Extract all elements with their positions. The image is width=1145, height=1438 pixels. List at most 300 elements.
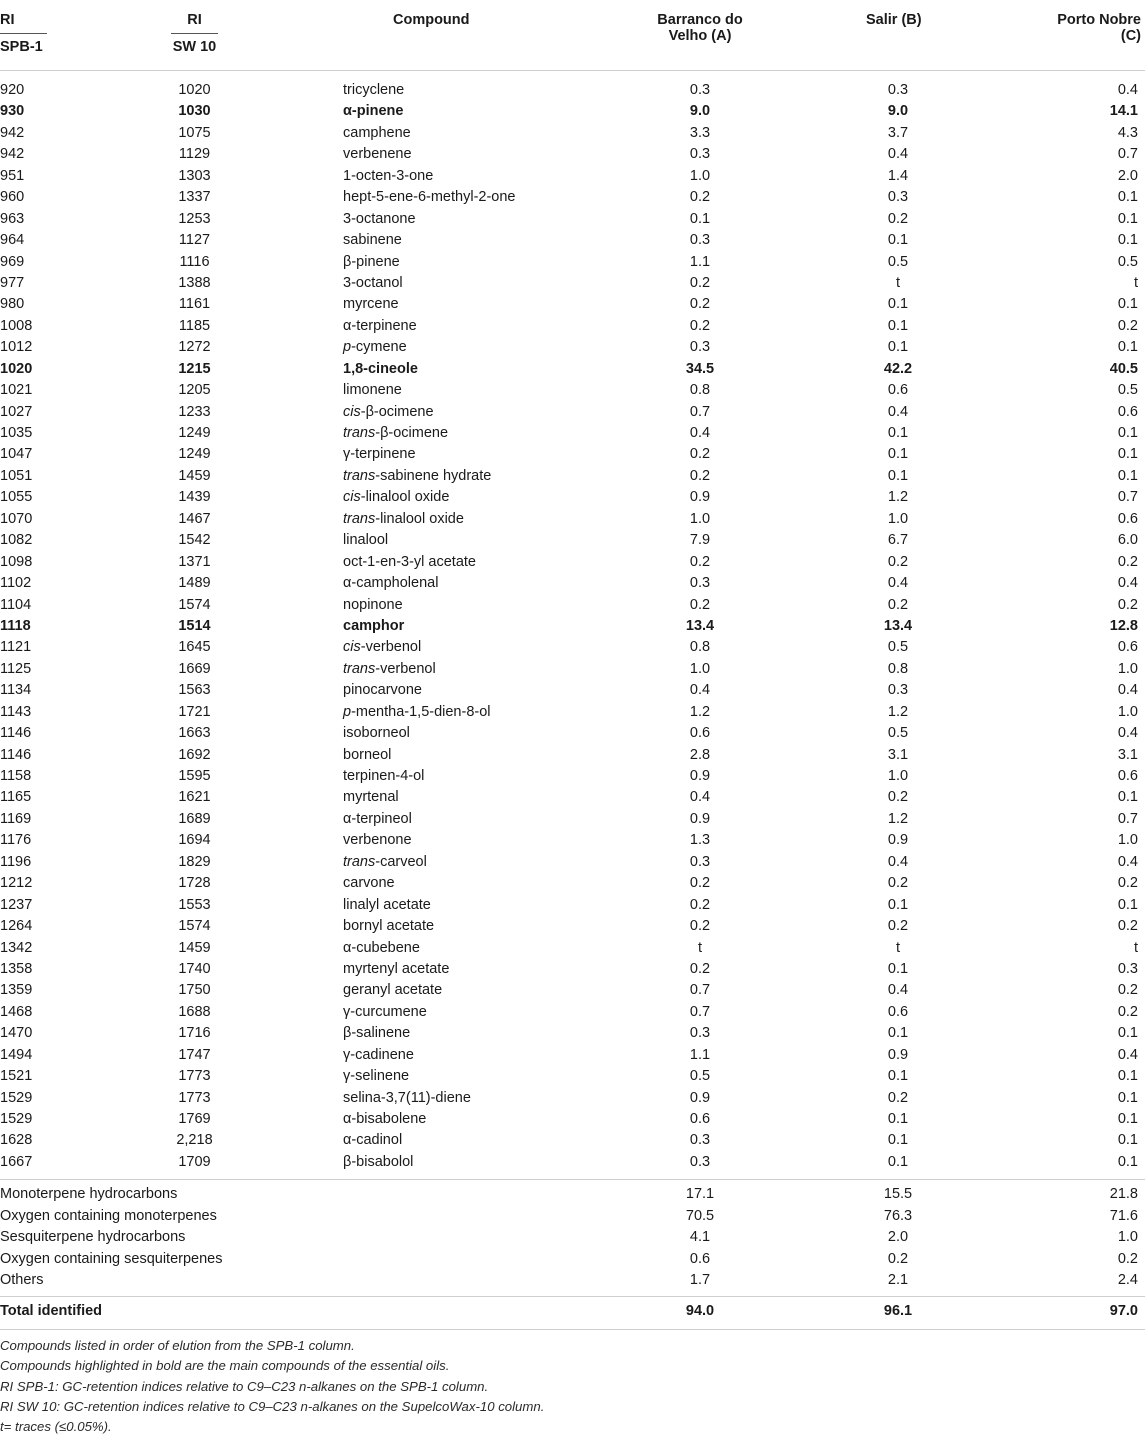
- compound-cell: [343, 230, 402, 251]
- site-a-cell: 0.9: [689, 768, 711, 784]
- table-row: [0, 144, 1145, 165]
- site-c-cell: 0.6: [1117, 403, 1138, 420]
- ri-spb1-cell: 960: [0, 189, 25, 206]
- ri-spb1-cell: 1237: [0, 896, 33, 913]
- site-b-cell: 0.1: [887, 339, 909, 356]
- site-a-cell: 0.3: [689, 146, 711, 163]
- site-c-cell: 0.1: [1117, 425, 1138, 441]
- ri-sw10-cell: 1728: [178, 875, 211, 892]
- ri-spb1-cell: 963: [0, 210, 25, 227]
- ri-spb1-cell: 1158: [0, 768, 32, 784]
- compound-cell: [343, 1088, 471, 1109]
- compound-cell: [343, 680, 422, 701]
- compound-cell: [343, 273, 403, 294]
- compound-name: verbenene: [343, 146, 412, 163]
- summary-label: Sesquiterpene hydrocarbons: [0, 1229, 186, 1246]
- ri-sw10-cell: 1694: [178, 832, 211, 849]
- table-row: [0, 702, 1145, 723]
- compound-cell: [343, 895, 431, 916]
- ri-spb1-cell: 1521: [0, 1068, 33, 1085]
- ri-sw10-cell: 1716: [178, 1025, 211, 1042]
- compound-name: camphene: [343, 124, 411, 141]
- site-c-cell: 0.1: [1117, 189, 1138, 206]
- ri-spb1-cell: 1176: [0, 832, 32, 849]
- site-a-cell: 9.0: [689, 103, 711, 120]
- site-b-cell: 0.3: [887, 82, 909, 98]
- table-row: [0, 980, 1145, 1001]
- site-a-cell: 34.5: [685, 360, 715, 377]
- site-a-cell: 1.1: [689, 253, 711, 270]
- summary-row: [0, 1206, 1145, 1227]
- site-c-cell: 0.2: [1117, 317, 1138, 334]
- ri-spb1-cell: 1134: [0, 682, 32, 699]
- compound-cell: [343, 252, 400, 273]
- summary-site-a: 1.7: [689, 1272, 711, 1289]
- ri-sw10-cell: 1253: [178, 210, 211, 227]
- summary-site-c: 2.4: [1117, 1272, 1138, 1289]
- ri-sw10-cell: 1233: [178, 403, 211, 420]
- site-b-cell: 0.3: [887, 682, 909, 699]
- table-row: [0, 337, 1145, 358]
- ri-spb1-cell: 1342: [0, 939, 33, 956]
- site-b-cell: 0.2: [887, 596, 909, 613]
- site-b-cell: 9.0: [887, 103, 909, 120]
- site-c-cell: 0.1: [1117, 1089, 1138, 1106]
- site-c-cell: 0.1: [1117, 1153, 1138, 1170]
- compound-cell: [343, 487, 449, 508]
- ri-spb1-cell: 1012: [0, 339, 33, 356]
- compound-prefix: cis: [343, 639, 361, 656]
- table-row: [0, 938, 1145, 959]
- site-b-cell: 0.1: [887, 467, 909, 484]
- ri-spb1-cell: 1494: [0, 1046, 33, 1063]
- compound-cell: [343, 80, 404, 101]
- site-b-cell: 0.1: [887, 1068, 909, 1085]
- compound-name: hept-5-ene-6-methyl-2-one: [343, 189, 516, 206]
- site-b-cell: 0.4: [887, 146, 909, 163]
- compound-prefix: trans: [343, 425, 376, 441]
- site-a-cell: 0.3: [689, 1153, 711, 1170]
- site-c-cell: 0.7: [1117, 810, 1138, 827]
- table-row: [0, 766, 1145, 787]
- compound-name: α-pinene: [343, 103, 404, 120]
- table-row: [0, 123, 1145, 144]
- ri-spb1-cell: 1468: [0, 1003, 33, 1020]
- site-b-cell: 0.4: [887, 853, 909, 870]
- site-b-cell: 0.8: [887, 660, 909, 677]
- compound-name: -linalool oxide: [375, 510, 464, 527]
- header-ri-spb1-bottom: SPB-1: [0, 39, 43, 55]
- ri-spb1-cell: 1118: [0, 617, 31, 634]
- header-ri-spb1-top: RI: [0, 12, 47, 34]
- ri-sw10-cell: 1688: [178, 1003, 211, 1020]
- table-row: [0, 959, 1145, 980]
- site-c-cell: 0.2: [1117, 1003, 1138, 1020]
- site-a-cell: 0.6: [689, 725, 711, 742]
- compound-prefix: trans: [343, 660, 376, 677]
- ri-spb1-cell: 964: [0, 232, 25, 249]
- compound-name: -verbenol: [360, 639, 422, 656]
- site-c-cell: 12.8: [1109, 617, 1138, 634]
- compound-cell: [343, 1023, 410, 1044]
- site-a-cell: 0.3: [689, 232, 711, 249]
- summary-site-b: 15.5: [883, 1186, 913, 1203]
- table-row: [0, 873, 1145, 894]
- compound-name: geranyl acetate: [343, 982, 443, 999]
- compound-cell: [343, 1066, 409, 1087]
- site-c-cell: 0.6: [1117, 639, 1138, 656]
- table-row: [0, 423, 1145, 444]
- compound-name: γ-curcumene: [343, 1003, 427, 1020]
- compound-cell: [343, 809, 412, 830]
- table-row: [0, 680, 1145, 701]
- site-b-cell: 1.2: [887, 810, 909, 827]
- site-a-cell: 0.1: [689, 210, 711, 227]
- ri-sw10-cell: 1030: [178, 103, 211, 120]
- header-ri-spb1: [0, 12, 47, 55]
- table-row: [0, 273, 1145, 294]
- compound-cell: [343, 1152, 413, 1173]
- site-c-cell: 1.0: [1117, 832, 1138, 849]
- table-row: [0, 316, 1145, 337]
- compound-name: α-campholenal: [343, 575, 439, 592]
- summary-site-a: 70.5: [685, 1207, 715, 1224]
- site-a-cell: 0.2: [689, 960, 711, 977]
- site-b-cell: t: [895, 939, 901, 956]
- site-a-cell: 0.4: [689, 682, 711, 699]
- ri-sw10-cell: 1129: [178, 146, 211, 163]
- site-a-cell: 0.4: [689, 425, 711, 441]
- ri-sw10-cell: 1709: [178, 1153, 211, 1170]
- table-row: [0, 1023, 1145, 1044]
- summary-label: Oxygen containing sesquiterpenes: [0, 1250, 223, 1267]
- site-c-cell: 0.2: [1117, 875, 1138, 892]
- ri-spb1-cell: 1529: [0, 1089, 33, 1106]
- site-b-cell: 0.5: [887, 253, 909, 270]
- compound-cell: [343, 595, 403, 616]
- footnote: RI SPB-1: GC-retention indices relative to C9–C23 n-alkanes on the SPB-1 column.: [0, 1378, 489, 1394]
- site-b-cell: 0.1: [887, 1132, 909, 1149]
- compound-name: 3-octanone: [343, 210, 416, 227]
- total-row: [0, 1296, 1145, 1330]
- site-c-cell: 0.4: [1117, 853, 1138, 870]
- ri-spb1-cell: 1020: [0, 360, 33, 377]
- ri-sw10-cell: 1116: [179, 253, 210, 270]
- compound-name: selina-3,7(11)-diene: [343, 1089, 471, 1106]
- site-c-cell: 0.5: [1117, 382, 1138, 399]
- ri-spb1-cell: 1027: [0, 403, 33, 420]
- table-row: [0, 230, 1145, 251]
- ri-spb1-cell: 1051: [0, 467, 33, 484]
- compound-cell: [343, 316, 417, 337]
- ri-spb1-cell: 1667: [0, 1153, 33, 1170]
- ri-sw10-cell: 1337: [178, 189, 211, 206]
- compound-name: 3-octanol: [343, 274, 403, 291]
- header-ri-sw10-bottom: SW 10: [172, 39, 217, 55]
- table-row: [0, 852, 1145, 873]
- compound-cell: [343, 187, 515, 208]
- compound-cell: [343, 144, 412, 165]
- compound-cell: [343, 616, 404, 637]
- compound-name: α-bisabolene: [343, 1111, 427, 1127]
- ri-sw10-cell: 1388: [178, 274, 211, 291]
- site-b-cell: 0.2: [887, 1089, 909, 1106]
- site-c-cell: 0.2: [1117, 918, 1138, 935]
- compound-name: myrcene: [343, 296, 399, 313]
- site-a-cell: 0.2: [689, 296, 711, 313]
- site-a-cell: 0.3: [689, 82, 711, 98]
- table-row: [0, 487, 1145, 508]
- ri-spb1-cell: 1169: [0, 810, 32, 827]
- compound-prefix: trans: [343, 467, 376, 484]
- ri-sw10-cell: 1553: [178, 896, 211, 913]
- compound-name: α-cubebene: [343, 939, 420, 956]
- compound-name: β-salinene: [343, 1025, 411, 1042]
- site-c-cell: 0.4: [1117, 682, 1138, 699]
- table-row: [0, 80, 1145, 101]
- site-a-cell: 0.7: [689, 1003, 711, 1020]
- compound-cell: [343, 745, 391, 766]
- site-c-cell: 6.0: [1117, 532, 1138, 549]
- ri-spb1-cell: 920: [0, 82, 25, 98]
- site-a-cell: 0.7: [689, 982, 711, 999]
- ri-spb1-cell: 951: [0, 167, 25, 184]
- table-row: [0, 380, 1145, 401]
- site-c-cell: 0.1: [1117, 1132, 1138, 1149]
- site-a-cell: 0.2: [689, 875, 711, 892]
- compound-cell: [343, 444, 416, 465]
- ri-spb1-cell: 1196: [0, 853, 32, 870]
- site-c-cell: 2.0: [1117, 167, 1138, 184]
- ri-spb1-cell: 1047: [0, 446, 33, 463]
- site-c-cell: 0.2: [1117, 596, 1138, 613]
- site-b-cell: 0.9: [887, 832, 909, 849]
- compound-name: -sabinene hydrate: [375, 467, 492, 484]
- site-b-cell: 0.1: [887, 960, 909, 977]
- ri-spb1-cell: 1146: [0, 725, 32, 742]
- table-row: [0, 809, 1145, 830]
- ri-sw10-cell: 1595: [178, 768, 211, 784]
- compound-name: verbenone: [343, 832, 412, 849]
- site-a-cell: 1.1: [689, 1046, 711, 1063]
- site-a-cell: 0.9: [689, 489, 711, 506]
- site-a-cell: 2.8: [689, 746, 711, 763]
- compound-name: linalool: [343, 532, 389, 549]
- compound-cell: [343, 337, 407, 358]
- table-row: [0, 1045, 1145, 1066]
- ri-sw10-cell: 1459: [178, 939, 211, 956]
- site-a-cell: 13.4: [685, 617, 715, 634]
- ri-sw10-cell: 2,218: [176, 1132, 213, 1149]
- compound-cell: [343, 402, 434, 423]
- site-b-cell: 0.2: [887, 553, 909, 570]
- compound-name: terpinen-4-ol: [343, 768, 425, 784]
- site-a-cell: 0.2: [689, 446, 711, 463]
- footnote: t= traces (≤0.05%).: [0, 1419, 112, 1435]
- table-row: [0, 745, 1145, 766]
- site-b-cell: 0.2: [887, 918, 909, 935]
- site-c-cell: 14.1: [1109, 103, 1138, 120]
- site-c-cell: 0.1: [1117, 896, 1138, 913]
- class-summary: [0, 1179, 1145, 1295]
- table-row: [0, 787, 1145, 808]
- compound-cell: [343, 530, 388, 551]
- site-b-cell: 0.4: [887, 982, 909, 999]
- site-c-cell: t: [1133, 274, 1138, 291]
- compound-name: γ-selinene: [343, 1068, 410, 1085]
- ri-sw10-cell: 1574: [178, 596, 211, 613]
- site-b-cell: 42.2: [883, 360, 913, 377]
- site-b-cell: 0.6: [887, 382, 909, 399]
- site-a-cell: 0.9: [689, 1089, 711, 1106]
- compound-cell: [343, 1130, 402, 1151]
- table-row: [0, 573, 1145, 594]
- site-b-cell: 0.3: [887, 189, 909, 206]
- header-ri-sw10: [171, 12, 218, 55]
- site-b-cell: 0.2: [887, 789, 909, 806]
- compound-name: α-terpinene: [343, 317, 417, 334]
- footnote: RI SW 10: GC-retention indices relative to C9–C23 n-alkanes on the SupelcoWax-10 column.: [0, 1398, 545, 1414]
- table-row: [0, 101, 1145, 122]
- compound-cell: [343, 916, 434, 937]
- compound-cell: [343, 1109, 426, 1130]
- table-row: [0, 1152, 1145, 1173]
- compound-name: isoborneol: [343, 725, 410, 742]
- site-c-cell: 0.3: [1117, 960, 1138, 977]
- site-b-cell: 13.4: [883, 617, 913, 634]
- compound-cell: [343, 1045, 414, 1066]
- compound-prefix: cis: [343, 403, 361, 420]
- site-b-cell: 3.1: [887, 746, 909, 763]
- summary-label: Oxygen containing monoterpenes: [0, 1207, 217, 1224]
- table-row: [0, 166, 1145, 187]
- table-row: [0, 895, 1145, 916]
- table-row: [0, 552, 1145, 573]
- compound-cell: [343, 166, 433, 187]
- site-c-cell: 0.7: [1117, 489, 1138, 506]
- table-row: [0, 916, 1145, 937]
- ri-sw10-cell: 1663: [178, 725, 211, 742]
- ri-sw10-cell: 1205: [178, 382, 211, 399]
- compound-name: nopinone: [343, 596, 403, 613]
- site-a-cell: 1.2: [689, 703, 711, 720]
- ri-spb1-cell: 1165: [0, 789, 32, 806]
- table-row: [0, 359, 1145, 380]
- compound-prefix: p: [343, 339, 352, 356]
- ri-spb1-cell: 969: [0, 253, 25, 270]
- compound-name: -mentha-1,5-dien-8-ol: [351, 703, 491, 720]
- table-row: [0, 530, 1145, 551]
- compound-cell: [343, 552, 476, 573]
- site-b-cell: 0.9: [887, 1046, 909, 1063]
- site-b-cell: 0.1: [887, 232, 909, 249]
- site-b-cell: 0.1: [887, 296, 909, 313]
- ri-sw10-cell: 1750: [178, 982, 211, 999]
- site-c-cell: 0.7: [1117, 146, 1138, 163]
- site-a-cell: 0.5: [689, 1068, 711, 1085]
- compound-name: -linalool oxide: [360, 489, 450, 506]
- compound-name: tricyclene: [343, 82, 405, 98]
- table-row: [0, 187, 1145, 208]
- compound-prefix: trans: [343, 510, 376, 527]
- site-a-cell: 0.8: [689, 382, 711, 399]
- site-a-cell: 0.3: [689, 575, 711, 592]
- compound-cell: [343, 209, 416, 230]
- compound-cell: [343, 766, 424, 787]
- site-c-cell: 0.6: [1117, 510, 1138, 527]
- site-b-cell: 0.1: [887, 1025, 909, 1042]
- ri-sw10-cell: 1127: [178, 232, 211, 249]
- compound-name: γ-cadinene: [343, 1046, 414, 1063]
- site-c-cell: 0.1: [1117, 296, 1138, 313]
- compound-cell: [343, 423, 448, 444]
- site-c-cell: 0.4: [1117, 82, 1138, 98]
- compound-name: oct-1-en-3-yl acetate: [343, 553, 476, 570]
- site-b-cell: 1.0: [887, 768, 909, 784]
- site-c-cell: 0.1: [1117, 1111, 1138, 1127]
- summary-site-b: 2.0: [887, 1229, 909, 1246]
- site-c-cell: 0.6: [1117, 768, 1138, 784]
- ri-sw10-cell: 1185: [178, 317, 211, 334]
- ri-spb1-cell: 1098: [0, 553, 33, 570]
- site-c-cell: 0.1: [1117, 789, 1138, 806]
- table-row: [0, 637, 1145, 658]
- compound-cell: [343, 466, 491, 487]
- ri-spb1-cell: 1529: [0, 1111, 33, 1127]
- compound-cell: [343, 573, 438, 594]
- compound-cell: [343, 723, 410, 744]
- header-site-c: [1057, 12, 1141, 44]
- table-row: [0, 466, 1145, 487]
- site-a-cell: t: [697, 939, 703, 956]
- site-b-cell: 0.1: [887, 446, 909, 463]
- ri-sw10-cell: 1621: [178, 789, 211, 806]
- compound-cell: [343, 980, 442, 1001]
- site-b-cell: 0.4: [887, 403, 909, 420]
- table-row: [0, 1109, 1145, 1130]
- site-a-cell: 0.2: [689, 317, 711, 334]
- total-site-c: 97.0: [1109, 1302, 1138, 1319]
- site-b-cell: 1.2: [887, 489, 909, 506]
- ri-spb1-cell: 1102: [0, 575, 32, 592]
- ri-sw10-cell: 1721: [178, 703, 211, 720]
- site-b-cell: 0.2: [887, 210, 909, 227]
- site-c-cell: 0.1: [1117, 1068, 1138, 1085]
- table-row: [0, 595, 1145, 616]
- header-site-a-line1: Barranco do: [657, 12, 743, 28]
- ri-sw10-cell: 1769: [178, 1111, 211, 1127]
- ri-sw10-cell: 1272: [178, 339, 211, 356]
- site-c-cell: 0.1: [1117, 446, 1138, 463]
- ri-sw10-cell: 1669: [178, 660, 211, 677]
- ri-sw10-cell: 1489: [178, 575, 211, 592]
- table-header: [0, 0, 1145, 71]
- ri-sw10-cell: 1514: [178, 617, 211, 634]
- ri-sw10-cell: 1773: [178, 1089, 211, 1106]
- ri-sw10-cell: 1249: [178, 446, 211, 463]
- site-c-cell: 0.4: [1117, 725, 1138, 742]
- compound-prefix: cis: [343, 489, 361, 506]
- header-site-c-line2: (C): [1120, 28, 1141, 44]
- table-row: [0, 252, 1145, 273]
- site-a-cell: 3.3: [689, 124, 711, 141]
- site-a-cell: 0.4: [689, 789, 711, 806]
- compound-prefix: p: [343, 703, 352, 720]
- site-b-cell: 0.1: [887, 425, 909, 441]
- site-b-cell: 0.2: [887, 875, 909, 892]
- site-b-cell: 0.1: [887, 1111, 909, 1127]
- site-a-cell: 0.2: [689, 189, 711, 206]
